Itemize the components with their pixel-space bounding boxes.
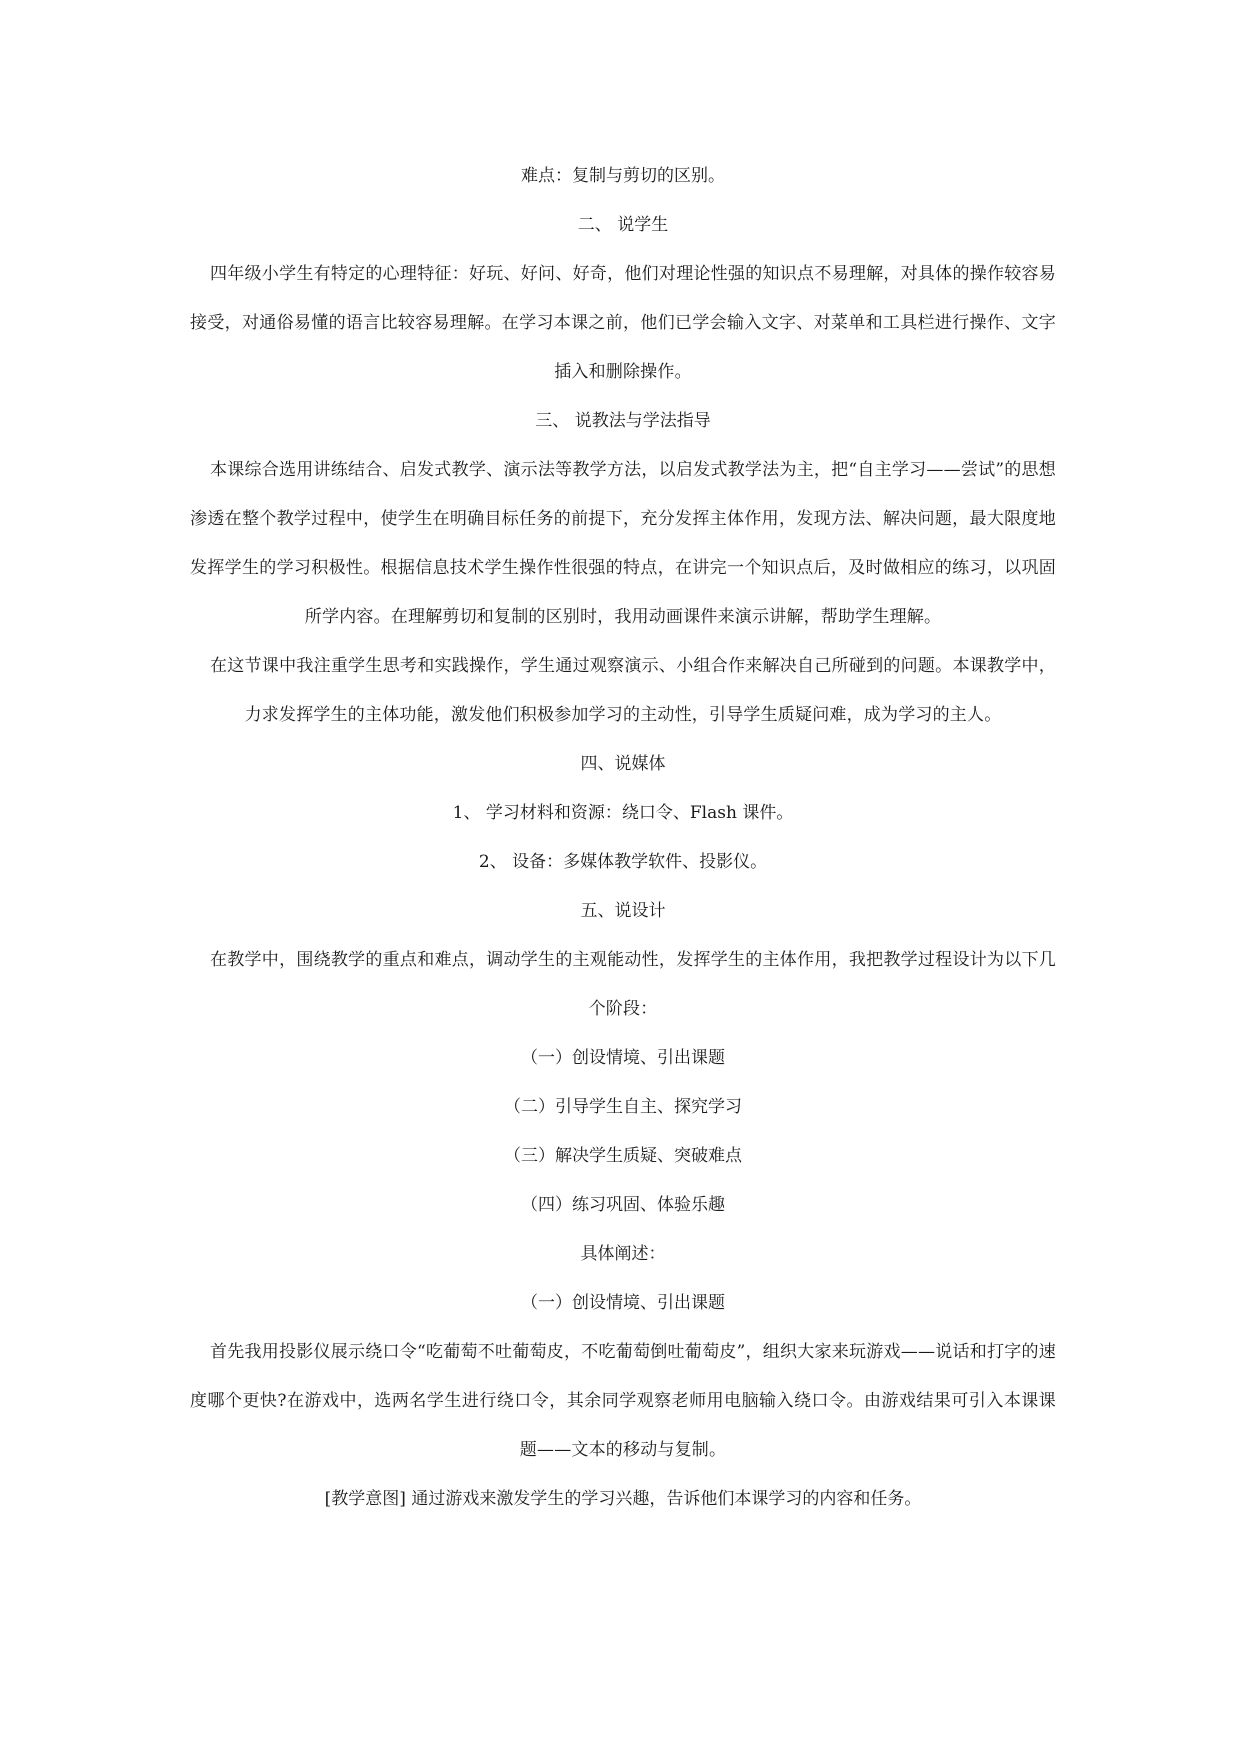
section-heading-methods: 三、 说教法与学法指导 (535, 411, 711, 431)
stage-item-4: （四）练习巩固、体验乐趣 (521, 1195, 725, 1215)
stage-item-2: （二）引导学生自主、探究学习 (504, 1097, 742, 1117)
stage-item-3: （三）解决学生质疑、突破难点 (504, 1146, 742, 1166)
section-heading-students: 二、 说学生 (577, 215, 669, 235)
stage-item-1: （一）创设情境、引出课题 (521, 1048, 725, 1068)
paragraph-methods: 本课综合选用讲练结合、启发式教学、演示法等教学方法，以启发式教学法为主，把“自主学习——尝试”的思想渗透在整个教学过程中，使学生在明确目标任务的前提下，充分发挥主体作用，发现方法、解决问题，最大限度地发挥学生的学习积极性。根据信息技术学生操作性很强的特点，在讲完一个知识点后，及时做相应的练习，以巩固所学内容。在理解剪切和复制的区别时，我用动画课件来演示讲解，帮助学生理解。 (190, 460, 1056, 627)
media-item-1: 1、 学习材料和资源：绕口令、Flash 课件。 (452, 803, 794, 823)
media-item-2: 2、 设备：多媒体教学软件、投影仪。 (478, 852, 768, 872)
paragraph-intro-game: 首先我用投影仪展示绕口令“吃葡萄不吐葡萄皮，不吃葡萄倒吐葡萄皮”，组织大家来玩游戏——说话和打字的速度哪个更快?在游戏中，选两名学生进行绕口令，其余同学观察老师用电脑输入绕口令。由游戏结果可引入本课课题——文本的移动与复制。 (190, 1342, 1056, 1460)
paragraph-design: 在教学中，围绕教学的重点和难点，调动学生的主观能动性，发挥学生的主体作用，我把教学过程设计为以下几个阶段： (210, 950, 1056, 1019)
subsection-heading-1: （一）创设情境、引出课题 (521, 1293, 725, 1313)
paragraph-practice: 在这节课中我注重学生思考和实践操作，学生通过观察演示、小组合作来解决自己所碰到的问题。本课教学中，力求发挥学生的主体功能，激发他们积极参加学习的主动性，引导学生质疑问难，成为学习的主人。 (210, 656, 1056, 725)
teaching-intent: [教学意图] 通过游戏来激发学生的学习兴趣，告诉他们本课学习的内容和任务。 (324, 1489, 922, 1509)
paragraph-students: 四年级小学生有特定的心理特征：好玩、好问、好奇，他们对理论性强的知识点不易理解，对具体的操作较容易接受，对通俗易懂的语言比较容易理解。在学习本课之前，他们已学会输入文字、对菜单和工具栏进行操作、文字插入和删除操作。 (190, 264, 1056, 382)
detail-heading: 具体阐述： (580, 1244, 666, 1264)
difficulty-line: 难点：复制与剪切的区别。 (521, 166, 725, 186)
section-heading-media: 四、说媒体 (580, 754, 666, 774)
section-heading-design: 五、说设计 (580, 901, 666, 921)
document-body (190, 152, 1056, 1524)
